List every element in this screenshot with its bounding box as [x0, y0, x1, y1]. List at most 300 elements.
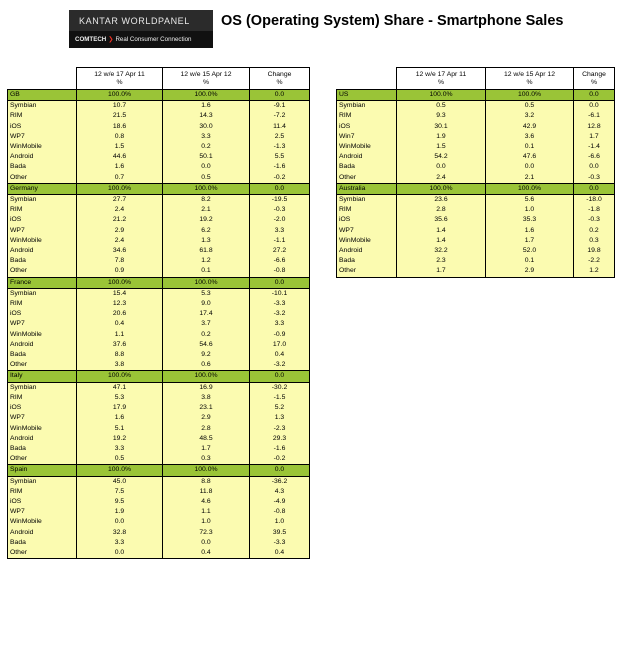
os-name: Android: [337, 152, 397, 162]
column-header-unit: %: [437, 78, 445, 86]
share-value: 1.0: [486, 205, 574, 215]
table-row: [8, 350, 310, 360]
share-value: 47.6: [486, 152, 574, 162]
table-row: [8, 340, 310, 350]
share-value: 5.2: [250, 403, 310, 413]
os-name: Bada: [8, 256, 77, 266]
share-value: 42.9: [486, 122, 574, 132]
share-value: 3.3: [77, 538, 163, 548]
table-row: [8, 538, 310, 548]
table-row: [8, 162, 310, 172]
region-header-row: [8, 183, 310, 194]
table-row: [337, 111, 615, 121]
share-value: 2.8: [163, 424, 250, 434]
share-value: -1.3: [250, 142, 310, 152]
share-value: 2.1: [163, 205, 250, 215]
table-row: [8, 122, 310, 132]
table-row: [8, 444, 310, 454]
table-row: [8, 319, 310, 329]
share-value: 2.1: [486, 173, 574, 184]
table-row: [8, 132, 310, 142]
share-value: 45.0: [77, 476, 163, 487]
os-name: iOS: [8, 403, 77, 413]
table-row: [8, 497, 310, 507]
os-name: Other: [337, 266, 397, 277]
page-title: OS (Operating System) Share - Smartphone Sales: [221, 13, 564, 29]
os-name: WP7: [8, 319, 77, 329]
share-value: 3.3: [163, 132, 250, 142]
os-name: WinMobile: [337, 236, 397, 246]
os-name: Other: [337, 173, 397, 184]
table-row: [8, 454, 310, 465]
share-value: 1.7: [574, 132, 615, 142]
share-value: 17.9: [77, 403, 163, 413]
share-value: 0.5: [397, 101, 486, 112]
share-value: -0.3: [250, 205, 310, 215]
share-value: 0.0: [574, 162, 615, 172]
share-value: -0.8: [250, 266, 310, 277]
share-value: 1.2: [163, 256, 250, 266]
table-row: [8, 413, 310, 423]
share-value: 7.5: [77, 487, 163, 497]
region-total-cell: 100.0%: [486, 90, 574, 101]
region-total-cell: 100.0%: [397, 90, 486, 101]
share-value: 2.9: [163, 413, 250, 423]
os-name: iOS: [8, 215, 77, 225]
table-row: [8, 236, 310, 246]
share-value: 1.6: [163, 101, 250, 112]
region-header-row: [8, 277, 310, 288]
region-name: Italy: [8, 371, 77, 382]
region-header-row: [8, 465, 310, 476]
share-value: 1.6: [486, 226, 574, 236]
table-row: [337, 142, 615, 152]
share-value: 0.4: [250, 548, 310, 559]
os-name: Symbian: [8, 476, 77, 487]
share-value: 35.6: [397, 215, 486, 225]
logo-brand: KANTAR WORLDPANEL: [79, 15, 190, 26]
region-total-cell: 0.0: [250, 465, 310, 476]
share-value: 17.4: [163, 309, 250, 319]
share-value: 0.3: [163, 454, 250, 465]
logo-tagline: Real Consumer Connection: [115, 36, 192, 43]
share-value: 47.1: [77, 382, 163, 393]
os-share-table-right: [336, 67, 615, 278]
share-value: 5.3: [163, 288, 250, 299]
table-row: [337, 226, 615, 236]
share-value: 15.4: [77, 288, 163, 299]
region-total-cell: 100.0%: [77, 183, 163, 194]
share-value: 3.3: [77, 444, 163, 454]
os-name: Symbian: [8, 382, 77, 393]
column-header-c1: [77, 68, 163, 90]
column-header-unit: %: [276, 78, 283, 86]
share-value: 0.0: [574, 101, 615, 112]
table-row: [8, 256, 310, 266]
share-value: 0.8: [77, 132, 163, 142]
os-name: RIM: [8, 111, 77, 121]
table-row: [8, 288, 310, 299]
table-row: [337, 173, 615, 184]
table-row: [337, 266, 615, 277]
table-row: [8, 142, 310, 152]
os-name: WinMobile: [8, 236, 77, 246]
os-name: Bada: [337, 162, 397, 172]
share-value: -2.0: [250, 215, 310, 225]
os-name: RIM: [8, 487, 77, 497]
os-name: Android: [337, 246, 397, 256]
share-value: -19.5: [250, 195, 310, 206]
share-value: 0.0: [77, 548, 163, 559]
os-name: Symbian: [337, 101, 397, 112]
share-value: -1.6: [250, 162, 310, 172]
os-name: Other: [8, 173, 77, 184]
share-value: 0.9: [77, 266, 163, 277]
os-name: RIM: [337, 111, 397, 121]
share-value: 19.8: [574, 246, 615, 256]
share-value: 1.9: [77, 507, 163, 517]
share-value: 1.4: [397, 226, 486, 236]
table-row: [337, 101, 615, 112]
os-name: Other: [8, 454, 77, 465]
table-row: [337, 205, 615, 215]
column-header-c2: [163, 68, 250, 90]
share-value: -0.8: [250, 507, 310, 517]
os-share-table-left: [7, 67, 310, 559]
share-value: 0.5: [77, 454, 163, 465]
os-name: WP7: [337, 226, 397, 236]
region-total-cell: 100.0%: [77, 465, 163, 476]
os-name: Other: [8, 548, 77, 559]
share-value: 3.7: [163, 319, 250, 329]
share-value: -4.9: [250, 497, 310, 507]
os-name: iOS: [337, 215, 397, 225]
os-name: WP7: [8, 226, 77, 236]
share-value: 50.1: [163, 152, 250, 162]
share-value: 21.2: [77, 215, 163, 225]
share-value: 72.3: [163, 528, 250, 538]
os-name: Symbian: [8, 288, 77, 299]
share-value: 54.6: [163, 340, 250, 350]
share-value: -1.6: [250, 444, 310, 454]
share-value: 0.4: [250, 350, 310, 360]
share-value: 3.3: [250, 226, 310, 236]
os-name: Bada: [337, 256, 397, 266]
share-value: 3.3: [250, 319, 310, 329]
share-value: 0.1: [163, 266, 250, 277]
share-value: -0.2: [250, 173, 310, 184]
share-value: -6.6: [250, 256, 310, 266]
table-row: [8, 360, 310, 371]
share-value: 27.2: [250, 246, 310, 256]
share-value: 9.0: [163, 299, 250, 309]
os-name: RIM: [8, 205, 77, 215]
table-row: [8, 226, 310, 236]
share-value: -1.4: [574, 142, 615, 152]
table-row: [8, 434, 310, 444]
column-header-label: Change: [582, 70, 606, 78]
column-header-unit: %: [526, 78, 533, 86]
share-value: 8.8: [77, 350, 163, 360]
share-value: 0.0: [163, 538, 250, 548]
table-row: [8, 330, 310, 340]
column-header-unit: %: [116, 78, 123, 86]
table-row: [337, 162, 615, 172]
share-value: 11.4: [250, 122, 310, 132]
region-total-cell: 0.0: [250, 277, 310, 288]
region-total-cell: 0.0: [574, 183, 615, 194]
share-value: 2.8: [397, 205, 486, 215]
region-name: France: [8, 277, 77, 288]
share-value: 21.5: [77, 111, 163, 121]
share-value: 0.2: [163, 142, 250, 152]
table-row: [337, 256, 615, 266]
share-value: 1.0: [250, 517, 310, 527]
os-name: Android: [8, 434, 77, 444]
column-header-row: [8, 68, 310, 90]
share-value: 1.3: [163, 236, 250, 246]
share-value: 34.6: [77, 246, 163, 256]
os-name: Bada: [8, 538, 77, 548]
share-value: 1.4: [397, 236, 486, 246]
share-value: 19.2: [77, 434, 163, 444]
region-total-cell: 0.0: [574, 90, 615, 101]
share-value: 52.0: [486, 246, 574, 256]
table-row: [8, 111, 310, 121]
share-value: 9.2: [163, 350, 250, 360]
os-name: WinMobile: [8, 330, 77, 340]
table-row: [8, 517, 310, 527]
share-value: -3.2: [250, 309, 310, 319]
share-value: 2.5: [250, 132, 310, 142]
share-value: 1.3: [250, 413, 310, 423]
os-name: Android: [8, 246, 77, 256]
share-value: 1.5: [77, 142, 163, 152]
share-value: 0.3: [574, 236, 615, 246]
share-value: 32.8: [77, 528, 163, 538]
region-header-row: [8, 90, 310, 101]
share-value: 1.0: [163, 517, 250, 527]
table-row: [8, 152, 310, 162]
region-total-cell: 100.0%: [163, 277, 250, 288]
os-name: Android: [8, 528, 77, 538]
share-value: 48.5: [163, 434, 250, 444]
share-value: 27.7: [77, 195, 163, 206]
region-total-cell: 100.0%: [486, 183, 574, 194]
region-total-cell: 100.0%: [77, 90, 163, 101]
share-value: 35.3: [486, 215, 574, 225]
share-value: 9.5: [77, 497, 163, 507]
share-value: 1.5: [397, 142, 486, 152]
share-value: 0.2: [574, 226, 615, 236]
region-name: Germany: [8, 183, 77, 194]
os-name: WinMobile: [8, 424, 77, 434]
share-value: 29.3: [250, 434, 310, 444]
region-total-cell: 0.0: [250, 371, 310, 382]
share-value: 11.8: [163, 487, 250, 497]
column-header-c2: [486, 68, 574, 90]
column-header-c3: [574, 68, 615, 90]
share-value: 6.2: [163, 226, 250, 236]
kantar-worldpanel-logo: [69, 10, 213, 48]
os-name: Symbian: [337, 195, 397, 206]
share-value: 8.8: [163, 476, 250, 487]
share-value: 1.7: [397, 266, 486, 277]
share-value: 1.7: [486, 236, 574, 246]
share-value: -0.2: [250, 454, 310, 465]
share-value: 0.0: [77, 517, 163, 527]
share-value: -1.1: [250, 236, 310, 246]
share-value: -3.3: [250, 538, 310, 548]
table-row: [8, 548, 310, 559]
share-value: -2.2: [574, 256, 615, 266]
share-value: 32.2: [397, 246, 486, 256]
share-value: 3.8: [77, 360, 163, 371]
share-value: -30.2: [250, 382, 310, 393]
region-header-row: [337, 90, 615, 101]
column-header-c3: [250, 68, 310, 90]
share-value: 30.0: [163, 122, 250, 132]
share-value: 2.4: [397, 173, 486, 184]
share-value: 1.7: [163, 444, 250, 454]
share-value: -6.6: [574, 152, 615, 162]
share-value: -0.9: [250, 330, 310, 340]
share-value: 4.6: [163, 497, 250, 507]
column-header-unit: %: [202, 78, 210, 86]
table-row: [8, 246, 310, 256]
share-value: 0.4: [77, 319, 163, 329]
header-blank-cell: [8, 68, 77, 90]
logo-division: COMTECH: [75, 36, 107, 43]
share-value: -2.3: [250, 424, 310, 434]
region-total-cell: 100.0%: [163, 371, 250, 382]
os-name: WinMobile: [8, 142, 77, 152]
share-value: -36.2: [250, 476, 310, 487]
share-value: -3.3: [250, 299, 310, 309]
share-value: 2.9: [486, 266, 574, 277]
chevron-right-icon: ❯: [108, 36, 114, 43]
column-header-label: 12 w/e 15 Apr 12: [180, 70, 232, 78]
header-blank-cell: [337, 68, 397, 90]
region-total-cell: 100.0%: [397, 183, 486, 194]
share-value: 0.4: [163, 548, 250, 559]
share-value: 37.6: [77, 340, 163, 350]
share-value: 3.8: [163, 393, 250, 403]
share-value: 2.9: [77, 226, 163, 236]
os-name: iOS: [8, 122, 77, 132]
table-row: [8, 309, 310, 319]
share-value: 0.0: [163, 162, 250, 172]
os-name: Bada: [8, 444, 77, 454]
share-value: -1.8: [574, 205, 615, 215]
table-row: [8, 215, 310, 225]
share-value: 10.7: [77, 101, 163, 112]
share-value: 12.8: [574, 122, 615, 132]
os-name: RIM: [8, 393, 77, 403]
share-value: 54.2: [397, 152, 486, 162]
table-row: [8, 266, 310, 277]
share-value: -9.1: [250, 101, 310, 112]
table-row: [8, 195, 310, 206]
region-total-cell: 0.0: [250, 90, 310, 101]
share-value: 7.8: [77, 256, 163, 266]
os-name: Bada: [8, 162, 77, 172]
share-value: 0.6: [163, 360, 250, 371]
table-row: [337, 122, 615, 132]
share-value: 2.4: [77, 205, 163, 215]
table-row: [337, 195, 615, 206]
share-value: 1.2: [574, 266, 615, 277]
table-row: [8, 382, 310, 393]
share-value: -7.2: [250, 111, 310, 121]
share-value: 14.3: [163, 111, 250, 121]
column-header-row: [337, 68, 615, 90]
share-value: -0.3: [574, 173, 615, 184]
os-name: WinMobile: [337, 142, 397, 152]
column-header-label: 12 w/e 15 Apr 12: [503, 70, 555, 78]
column-header-unit: %: [590, 78, 598, 86]
os-name: WP7: [8, 507, 77, 517]
share-value: -0.3: [574, 215, 615, 225]
table-row: [337, 236, 615, 246]
share-value: 1.1: [163, 507, 250, 517]
share-value: 8.2: [163, 195, 250, 206]
table-row: [8, 476, 310, 487]
share-value: 23.6: [397, 195, 486, 206]
share-value: 0.7: [77, 173, 163, 184]
region-header-row: [337, 183, 615, 194]
os-name: Bada: [8, 350, 77, 360]
share-value: -6.1: [574, 111, 615, 121]
os-name: RIM: [8, 299, 77, 309]
share-value: 0.1: [486, 142, 574, 152]
table-row: [337, 215, 615, 225]
table-row: [8, 393, 310, 403]
os-name: RIM: [337, 205, 397, 215]
share-value: 19.2: [163, 215, 250, 225]
share-value: 0.5: [486, 101, 574, 112]
share-value: 3.2: [486, 111, 574, 121]
share-value: 4.3: [250, 487, 310, 497]
os-name: WinMobile: [8, 517, 77, 527]
share-value: 1.1: [77, 330, 163, 340]
share-value: 1.6: [77, 413, 163, 423]
region-name: Australia: [337, 183, 397, 194]
share-value: 3.6: [486, 132, 574, 142]
table-row: [8, 424, 310, 434]
os-name: Android: [8, 340, 77, 350]
share-value: 0.2: [163, 330, 250, 340]
share-value: 23.1: [163, 403, 250, 413]
share-value: 0.0: [486, 162, 574, 172]
os-name: Symbian: [8, 195, 77, 206]
os-name: Other: [8, 266, 77, 277]
share-value: 44.6: [77, 152, 163, 162]
share-value: 5.6: [486, 195, 574, 206]
share-value: 0.0: [397, 162, 486, 172]
region-name: US: [337, 90, 397, 101]
region-name: Spain: [8, 465, 77, 476]
share-value: 5.3: [77, 393, 163, 403]
table-row: [8, 205, 310, 215]
region-name: GB: [8, 90, 77, 101]
share-value: 9.3: [397, 111, 486, 121]
table-row: [8, 487, 310, 497]
share-value: 1.6: [77, 162, 163, 172]
share-value: 20.6: [77, 309, 163, 319]
region-total-cell: 100.0%: [77, 277, 163, 288]
table-row: [8, 299, 310, 309]
